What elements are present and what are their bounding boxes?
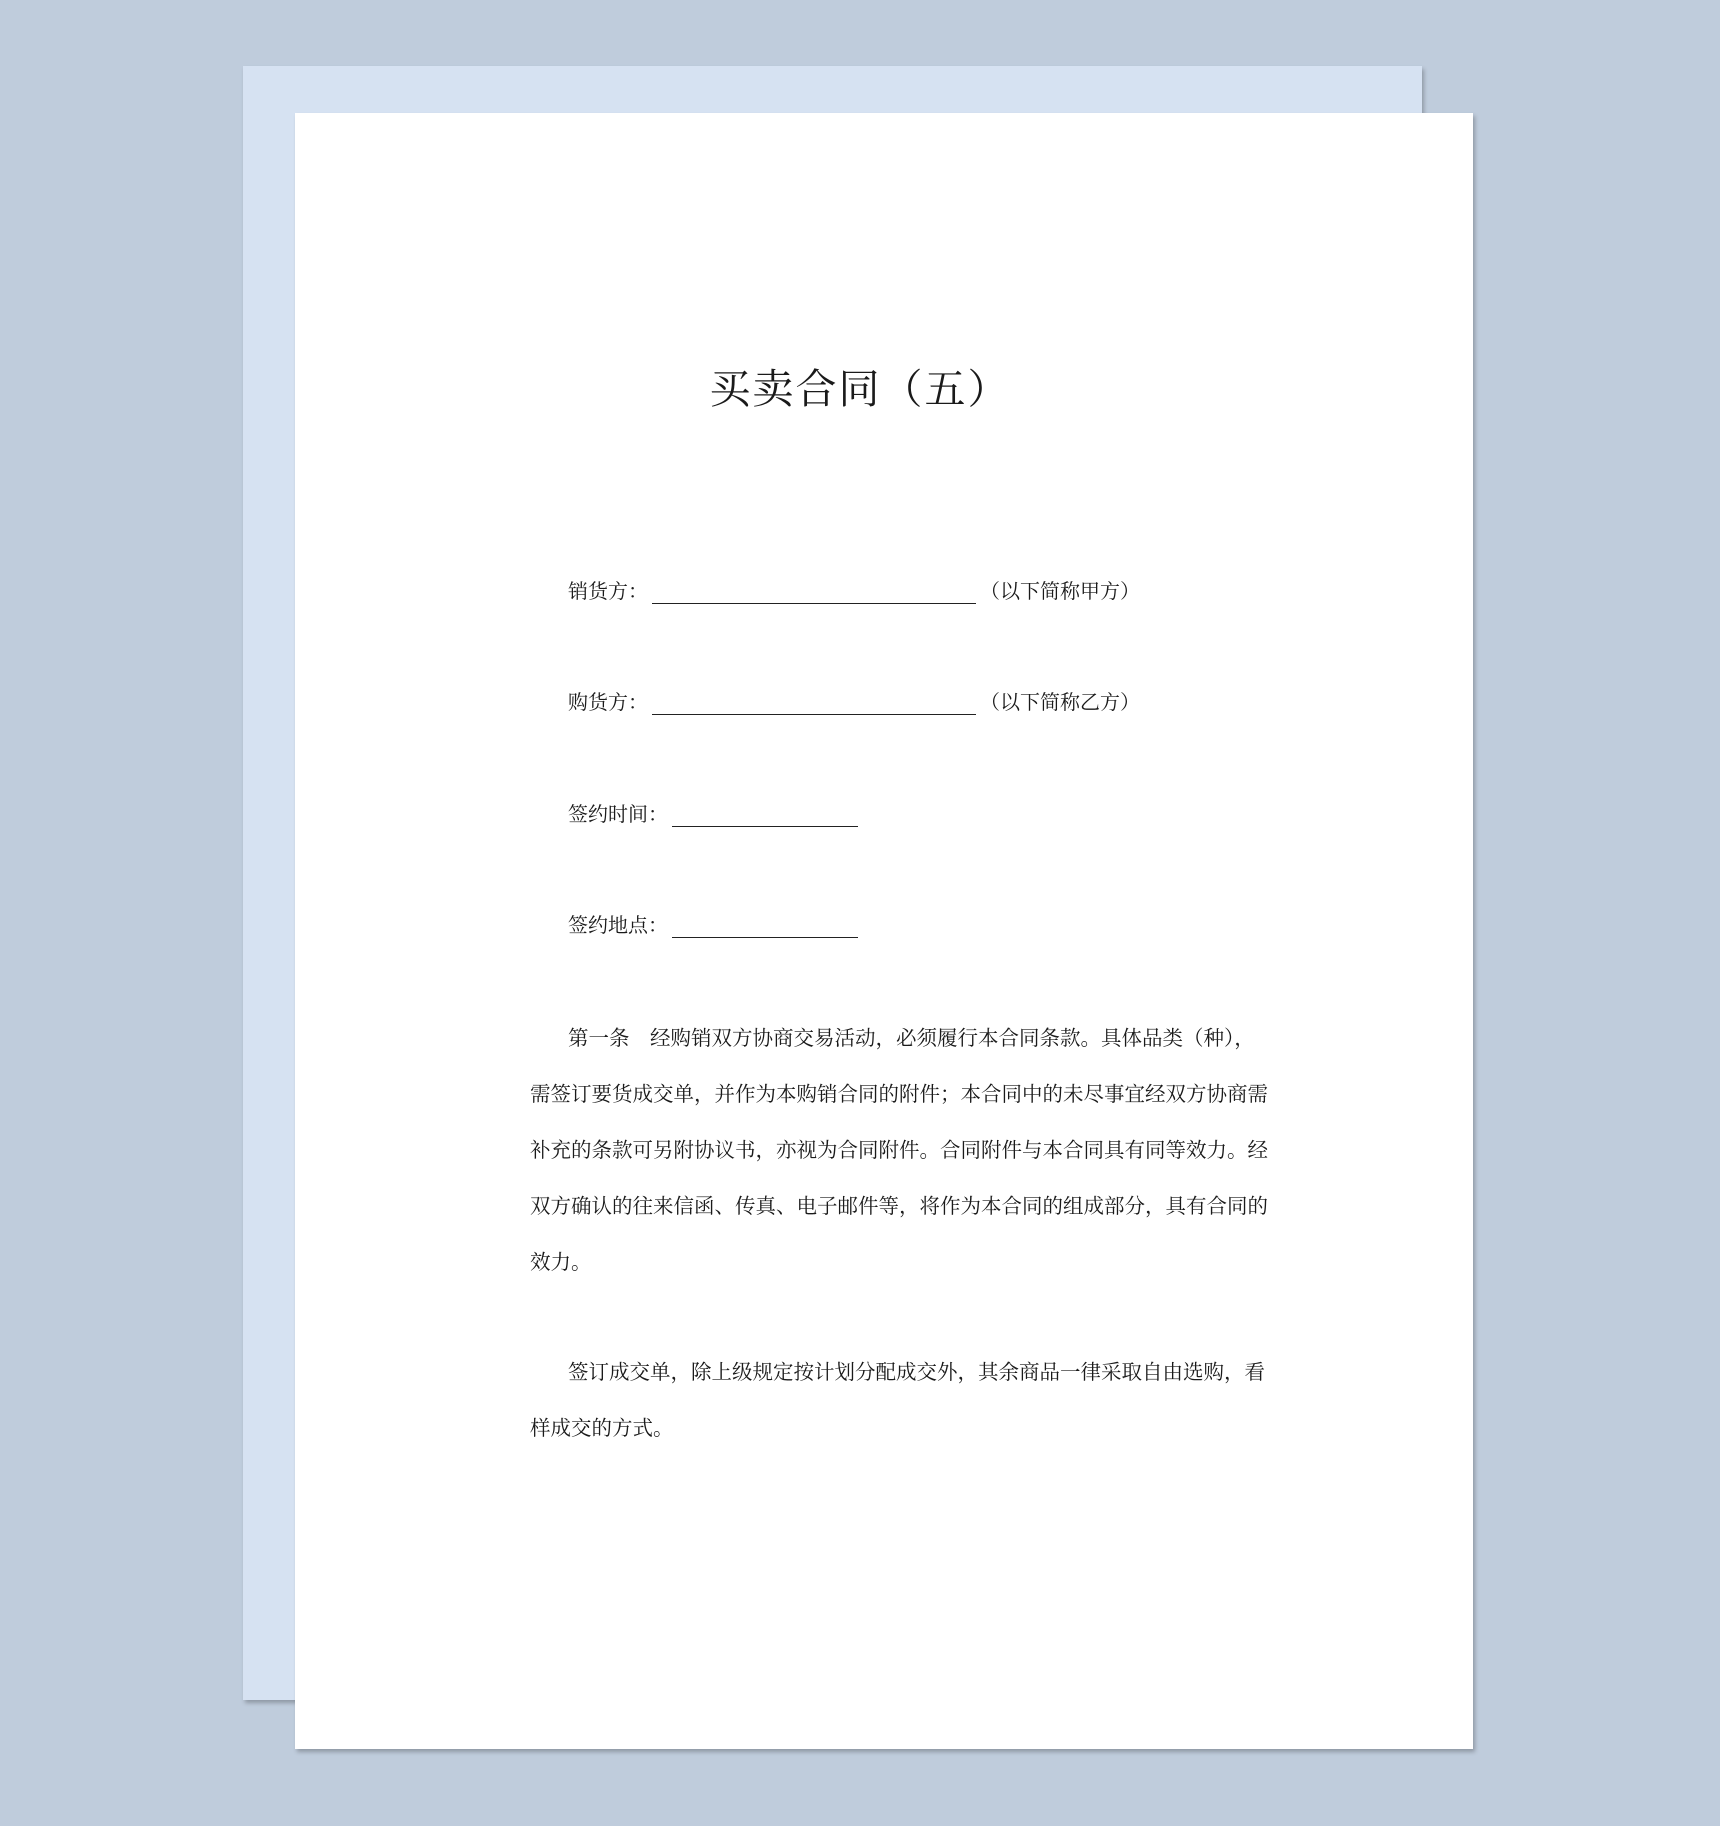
buyer-label: 购货方： xyxy=(568,690,648,714)
buyer-field xyxy=(568,685,1140,715)
buyer-suffix: （以下简称乙方） xyxy=(980,690,1140,714)
seller-label: 销货方： xyxy=(568,579,648,603)
article-1-line: 第一条 经购销双方协商交易活动，必须履行本合同条款。具体品类（种）， xyxy=(568,1026,1255,1050)
paragraph-2-line: 签订成交单，除上级规定按计划分配成交外，其余商品一律采取自由选购，看 xyxy=(568,1360,1265,1384)
seller-suffix: （以下简称甲方） xyxy=(980,579,1140,603)
sign-place-field xyxy=(568,908,862,938)
sign-date-field xyxy=(568,797,862,827)
article-1-line: 效力。 xyxy=(530,1250,592,1274)
document-title: 买卖合同（五） xyxy=(709,365,1011,413)
paragraph-2-line: 样成交的方式。 xyxy=(530,1416,674,1440)
sign-date-label: 签约时间： xyxy=(568,802,668,826)
article-1-line: 补充的条款可另附协议书，亦视为合同附件。合同附件与本合同具有同等效力。经 xyxy=(530,1138,1268,1162)
sign-place-blank[interactable] xyxy=(672,915,858,938)
buyer-blank[interactable] xyxy=(652,692,976,715)
article-1-line: 双方确认的往来信函、传真、电子邮件等，将作为本合同的组成部分，具有合同的 xyxy=(530,1194,1268,1218)
sign-date-blank[interactable] xyxy=(672,804,858,827)
seller-blank[interactable] xyxy=(652,581,976,604)
seller-field xyxy=(568,574,1140,604)
article-1-line: 需签订要货成交单，并作为本购销合同的附件；本合同中的未尽事宜经双方协商需 xyxy=(530,1082,1268,1106)
sign-place-label: 签约地点： xyxy=(568,913,668,937)
